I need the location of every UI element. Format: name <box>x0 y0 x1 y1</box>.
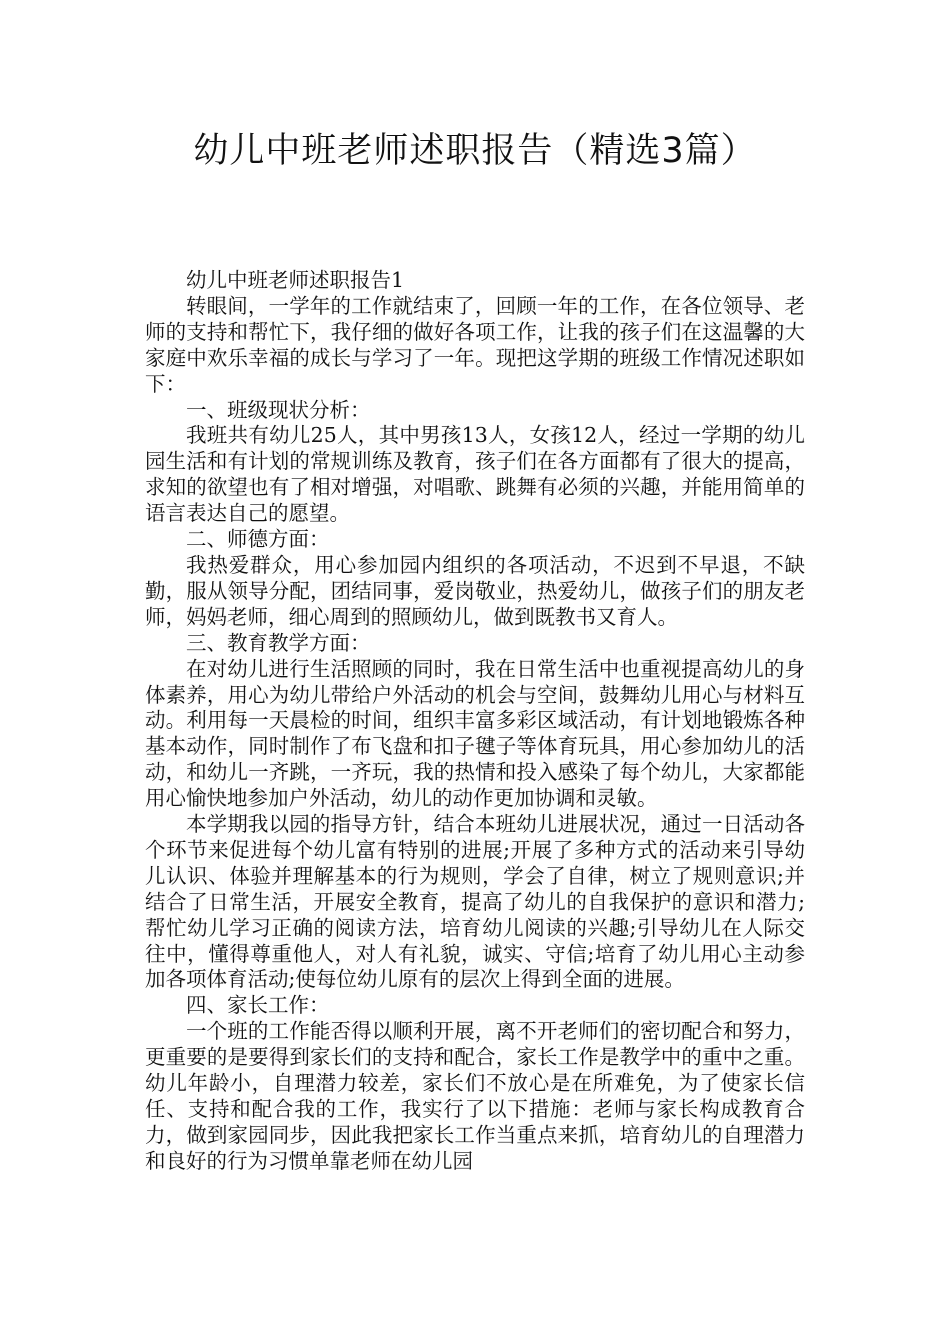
teaching-paragraph-2: 本学期我以园的指导方针，结合本班幼儿进展状况，通过一日活动各个环节来促进每个幼儿富有特别的进展;开展了多种方式的活动来引导幼儿认识、体验并理解基本的行为规则，学会了自律，树立了规则意识;并结合了日常生活，开展安全教育，提高了幼儿的自我保护的意识和潜力;帮忙幼儿学习正确的阅读方法，培育幼儿阅读的兴趣;引导幼儿在人际交往中，懂得尊重他人，对人有礼貌，诚实、守信;培育了幼儿用心主动参加各项体育活动;使每位幼儿原有的层次上得到全面的进展。 <box>145 812 805 992</box>
section-heading-ethics: 二、师德方面： <box>186 527 330 552</box>
intro-paragraph: 转眼间，一学年的工作就结束了，回顾一年的工作，在各位领导、老师的支持和帮忙下，我仔细的做好各项工作，让我的孩子们在这温馨的大家庭中欢乐幸福的成长与学习了一年。现把这学期的班级工作情况述职如下： <box>145 293 805 396</box>
parents-paragraph: 一个班的工作能否得以顺利开展，离不开老师们的密切配合和努力，更重要的是要得到家长们的支持和配合，家长工作是教学中的重中之重。幼儿年龄小，自理潜力较差，家长们不放心是在所难免，为了使家长信任、支持和配合我的工作，我实行了以下措施：老师与家长构成教育合力，做到家园同步，因此我把家长工作当重点来抓，培育幼儿的自理潜力和良好的行为习惯单靠老师在幼儿园 <box>145 1019 805 1173</box>
document-body <box>145 268 805 1175</box>
document-title: 幼儿中班老师述职报告（精选3篇） <box>193 131 757 171</box>
teaching-paragraph-1: 在对幼儿进行生活照顾的同时，我在日常生活中也重视提高幼儿的身体素养，用心为幼儿带给户外活动的机会与空间，鼓舞幼儿用心与材料互动。利用每一天晨检的时间，组织丰富多彩区域活动，有计划地锻炼各种基本动作，同时制作了布飞盘和扣子毽子等体育玩具，用心参加幼儿的活动，和幼儿一齐跳，一齐玩，我的热情和投入感染了每个幼儿，大家都能用心愉快地参加户外活动，幼儿的动作更加协调和灵敏。 <box>145 656 805 811</box>
section-heading-parents: 四、家长工作： <box>186 993 330 1018</box>
section-heading-class-status: 一、班级现状分析： <box>186 397 371 422</box>
report-heading: 幼儿中班老师述职报告1 <box>186 268 405 292</box>
ethics-paragraph: 我热爱群众，用心参加园内组织的各项活动，不迟到不早退，不缺勤，服从领导分配，团结同事，爱岗敬业，热爱幼儿，做孩子们的朋友老师，妈妈老师，细心周到的照顾幼儿，做到既教书又育人。 <box>145 552 805 629</box>
section-heading-teaching: 三、教育教学方面： <box>186 630 371 655</box>
class-status-paragraph: 我班共有幼儿25人，其中男孩13人，女孩12人，经过一学期的幼儿园生活和有计划的常规训练及教育，孩子们在各方面都有了很大的提高，求知的欲望也有了相对增强，对唱歌、跳舞有必须的兴趣，并能用简单的语言表达自己的愿望。 <box>145 423 805 526</box>
